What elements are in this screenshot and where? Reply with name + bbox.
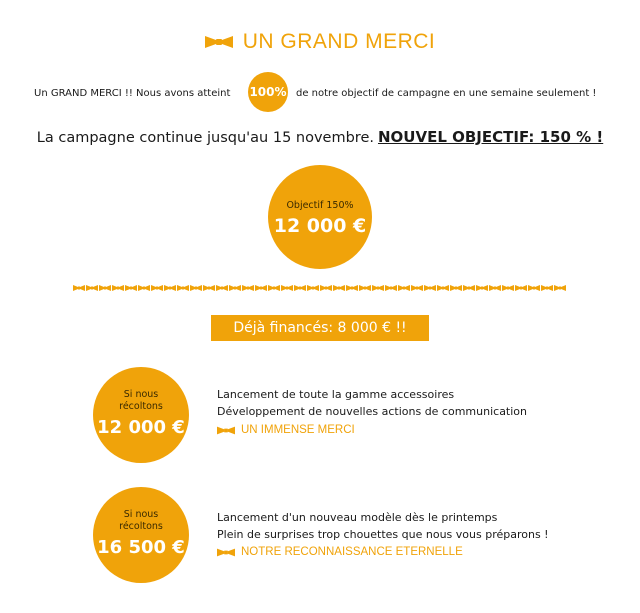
bow-tie-icon [346,285,358,291]
bow-tie-icon [164,285,176,291]
bow-tie-icon [502,285,514,291]
bow-tie-icon [307,285,319,291]
new-goal-text: NOUVEL OBJECTIF: 150 % ! [377,128,604,146]
bow-tie-icon [190,285,202,291]
tier-label-line: Si nous [123,509,159,520]
bow-tie-icon [398,285,410,291]
continue-text: La campagne continue jusqu'au 15 novembre. [36,130,374,146]
tier-circle [93,367,189,463]
bow-tie-icon [217,426,235,435]
tier-cta-label: NOTRE RECONNAISSANCE ETERNELLE [241,546,463,558]
bow-tie-icon [216,285,228,291]
tier-circle [93,487,189,583]
tier-desc-line: Lancement de toute la gamme accessoires [217,388,455,401]
tier-label-line: Si nous [123,389,159,400]
bow-tie-icon [320,285,332,291]
bow-tie-icon [541,285,553,291]
bow-tie-icon [372,285,384,291]
bow-tie-icon [268,285,280,291]
tier-label-line: récoltons [119,401,163,412]
tier-desc-line: Lancement d'un nouveau modèle dès le printemps [217,511,498,524]
bow-tie-icon [528,285,540,291]
bow-tie-icon [463,285,475,291]
bow-tie-icon [125,285,137,291]
bow-tie-icon [242,285,254,291]
bow-tie-icon [151,285,163,291]
bow-tie-icon [86,285,98,291]
bow-tie-icon [294,285,306,291]
bow-tie-icon [73,285,85,291]
bow-tie-icon [554,285,566,291]
goal-circle [268,165,372,269]
funded-banner: Déjà financés: 8 000 € !! [211,315,429,341]
bow-tie-icon [333,285,345,291]
tier-cta-label: UN IMMENSE MERCI [241,424,355,436]
title-row [0,30,640,54]
tier-cta [217,546,463,558]
intro-text-before: Un GRAND MERCI !! Nous avons atteint [34,88,231,99]
bow-tie-icon [255,285,267,291]
bow-tie-icon [112,285,124,291]
tier-description [217,386,527,420]
bow-tie-icon [217,548,235,557]
bow-tie-icon [424,285,436,291]
page-title: UN GRAND MERCI [242,30,436,53]
bow-tie-icon [281,285,293,291]
goal-amount: 12 000 € [273,215,367,237]
bow-tie-icon [229,285,241,291]
tier-amount: 12 000 € [97,417,185,438]
intro-text-after: de notre objectif de campagne en une semaine seulement ! [296,88,597,99]
tier-amount: 16 500 € [97,537,185,558]
bow-tie-icon [205,35,233,49]
bow-tie-icon [99,285,111,291]
bow-tie-icon [177,285,189,291]
bow-tie-icon [138,285,150,291]
bow-tie-icon [359,285,371,291]
bow-tie-icon [476,285,488,291]
tier-cta [217,424,355,436]
tier-label [93,389,189,413]
tier-desc-line: Développement de nouvelles actions de communication [217,405,528,418]
bow-tie-icon [450,285,462,291]
bow-tie-divider [73,284,567,292]
percent-badge: 100% [248,72,288,112]
tier-description [217,509,549,543]
tier-desc-line: Plein de surprises trop chouettes que nous vous préparons ! [217,528,549,541]
campaign-continue-line [0,128,640,146]
bow-tie-icon [203,285,215,291]
tier-label-line: récoltons [119,521,163,532]
bow-tie-icon [515,285,527,291]
goal-label: Objectif 150% [286,200,354,211]
tier-label [93,509,189,533]
bow-tie-icon [437,285,449,291]
bow-tie-icon [411,285,423,291]
bow-tie-icon [385,285,397,291]
bow-tie-icon [489,285,501,291]
